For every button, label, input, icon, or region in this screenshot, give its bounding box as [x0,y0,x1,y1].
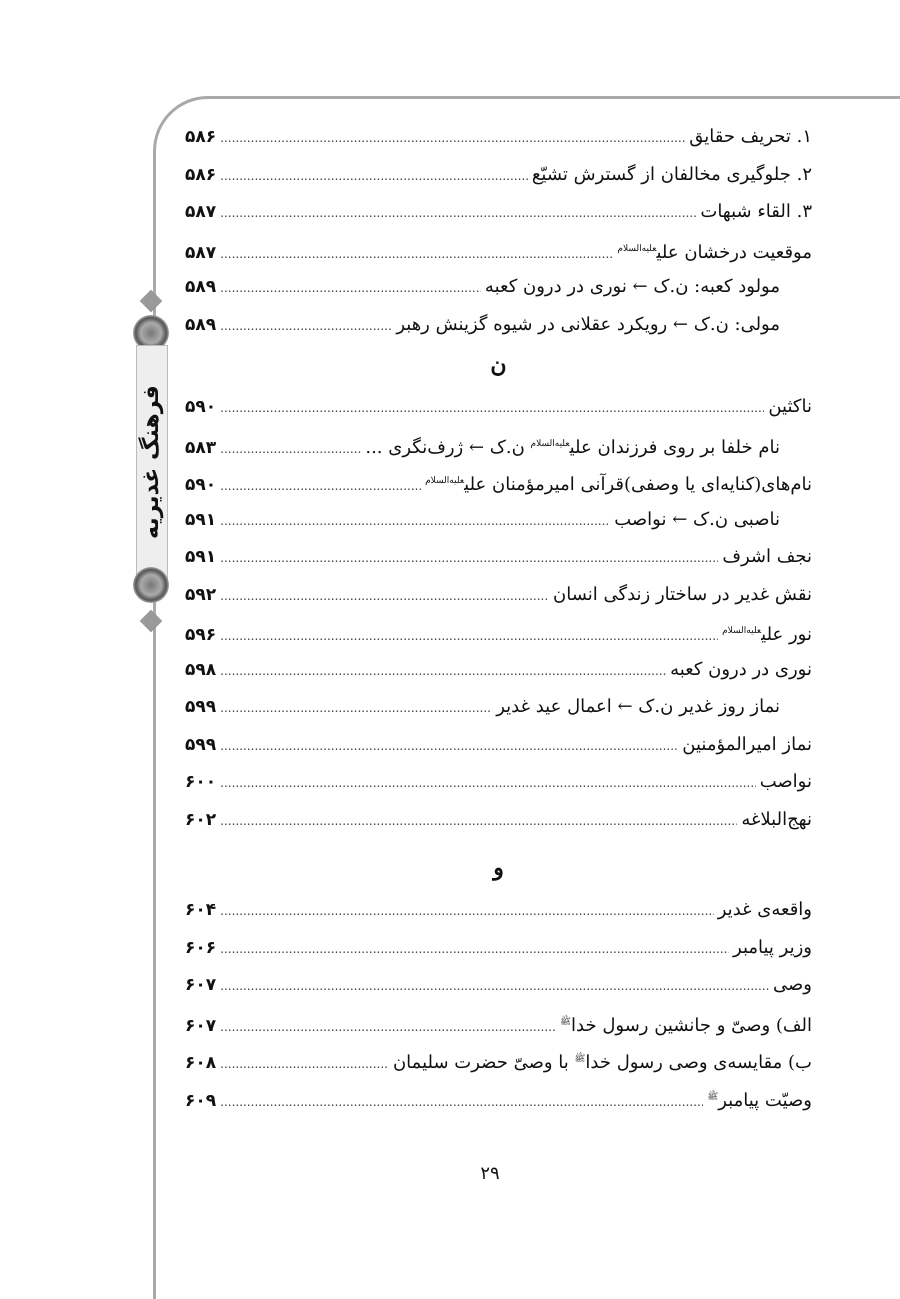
leader-dots [220,503,610,541]
entry-title [365,426,812,467]
entry-text: ۱. تحریف حقایق [689,126,812,147]
entry-title [760,763,812,801]
entry-page: ۵۸۷ [185,202,217,222]
entry-page: ۶۰۷ [185,1015,217,1036]
index-entry [185,538,812,576]
index-entry [185,306,812,344]
entry-page: ۵۸۳ [185,437,217,458]
leader-dots [220,1084,703,1122]
index-entry [185,726,812,764]
entry-page: ۶۰۲ [185,809,217,830]
leader-dots [220,540,718,578]
entry-page: ۵۸۹ [185,277,217,297]
entry-title [700,193,812,231]
entry-text: ناکثین [768,396,812,417]
leader-dots [220,158,528,196]
entry-page: ۵۹۱ [185,547,217,567]
entry-title [532,156,812,194]
entry-text: نوری در درون کعبه [670,658,812,680]
leader-dots [220,578,549,616]
index-entry [185,613,812,651]
entry-title [718,891,812,929]
leader-dots [220,803,737,841]
entry-page: ۶۰۴ [185,900,217,920]
entry-page: ۵۹۱ [185,509,217,530]
entry-text: نهج‌البلاغه [741,808,812,830]
entry-title [560,1004,812,1045]
entry-title [614,501,812,539]
entry-title [670,651,812,689]
entry-title [617,231,812,272]
leader-dots [220,653,666,691]
leader-dots [220,270,481,308]
leader-dots [220,195,696,233]
entry-title [741,801,812,839]
entry-title [689,118,812,156]
entry-page: ۶۰۹ [185,1090,217,1111]
entry-text: ۳. القاء شبهات [700,201,812,222]
entry-title [425,463,812,504]
entry-text: نام‌های(کنایه‌ای یا وصفی)قرآنی امیرمؤمنان علی [464,474,812,495]
entry-text: نام خلفا بر روی فرزندان علی [569,436,780,458]
entry-text: واقعه‌ی غدیر [717,899,812,920]
entry-title [496,688,812,726]
index-entry [185,801,812,839]
leader-dots [220,308,392,346]
entry-text: ۲. جلوگیری مخالفان از گسترش تشیّع [531,163,812,185]
entry-text-suffix: ن.ک ← ژرف‌نگری ... [365,436,531,458]
entry-title [707,1079,812,1120]
entry-page: ۵۹۶ [185,625,217,645]
index-entry [185,891,812,929]
section-heading: و [493,855,504,881]
index-entry [185,463,812,501]
honorific-icon: ﷺ [560,1016,572,1027]
page-number: ۲۹ [480,1163,500,1184]
entry-page: ۶۰۰ [185,772,217,792]
leader-dots [220,390,764,428]
leader-dots [220,931,729,969]
index-entry [185,426,812,464]
leader-dots [220,765,756,803]
entry-page: ۵۹۲ [185,584,217,605]
entry-page: ۵۸۹ [185,314,217,335]
index-entry [185,929,812,967]
honorific-icon: علیه‌السلام [425,476,465,486]
entry-text: نقش غدیر در ساختار زندگی انسان [553,583,812,605]
entry-text: نجف اشرف [722,546,812,567]
medallion-icon [133,567,169,603]
index-entry [185,688,812,726]
leader-dots [220,120,685,158]
index-entry [185,763,812,801]
entry-text: ناصبی ن.ک ← نواصب [614,508,780,530]
leader-dots [220,968,769,1006]
index-entry [185,501,812,539]
index-entry [185,268,812,306]
index-list [185,118,812,1116]
entry-text: نماز امیرالمؤمنین [682,733,812,755]
ornament-icon [140,290,163,313]
entry-page: ۵۹۸ [185,659,217,680]
honorific-icon: ﷺ [707,1091,719,1102]
index-entry [185,1041,812,1079]
entry-text: نور علی [761,624,812,645]
index-entry [185,1004,812,1042]
index-entry [185,388,812,426]
entry-text: وصی [773,974,812,995]
entry-text-suffix: با وصیّ حضرت سلیمان [392,1052,575,1073]
entry-page: ۵۹۰ [185,475,217,495]
entry-title [393,1041,812,1082]
entry-page: ۶۰۷ [185,975,217,995]
entry-title [553,576,812,614]
index-entry [185,118,812,156]
entry-text: نواصب [759,771,812,792]
entry-page: ۵۹۹ [185,734,217,755]
honorific-icon: علیه‌السلام [530,438,570,449]
entry-title [733,929,812,967]
leader-dots [220,893,714,931]
entry-title [396,306,812,344]
entry-text: ب) مقایسه‌ی وصی رسول خدا [585,1052,812,1073]
entry-text: موقعیت درخشان علی [656,241,812,263]
leader-dots [220,468,421,506]
entry-page: ۵۸۷ [185,242,217,263]
entry-page: ۵۸۶ [185,164,217,185]
entry-title [682,726,812,764]
entry-page: ۵۹۹ [185,697,217,717]
entry-page: ۵۹۰ [185,397,217,417]
entry-page: ۶۰۶ [185,937,217,958]
sidebar-ornament [127,285,177,640]
entry-text: الف) وصیّ و جانشین رسول خدا [571,1014,812,1036]
honorific-icon: ﷺ [574,1054,586,1064]
honorific-icon: علیه‌السلام [722,626,762,636]
leader-dots [220,431,361,469]
index-entry [185,156,812,194]
index-entry [185,1079,812,1117]
section-heading: ن [490,352,507,378]
index-entry [185,231,812,269]
entry-title [485,268,812,306]
ornament-icon [140,610,163,633]
index-entry [185,193,812,231]
leader-dots [220,728,678,766]
entry-title [773,966,812,1004]
honorific-icon: علیه‌السلام [617,243,657,254]
index-entry [185,651,812,689]
entry-title [768,388,812,426]
entry-text: مولود کعبه: ن.ک ← نوری در درون کعبه [484,276,780,297]
entry-page: ۶۰۸ [185,1053,217,1073]
index-entry [185,966,812,1004]
leader-dots [220,1046,389,1084]
entry-text: وصیّت پیامبر [718,1089,812,1111]
entry-title [722,613,812,654]
entry-title [722,538,812,576]
index-entry [185,576,812,614]
entry-page: ۵۸۶ [185,127,217,147]
leader-dots [220,618,718,656]
entry-text: وزیر پیامبر [733,936,812,958]
leader-dots [220,690,492,728]
book-logo: فرهنگ غدیریه [139,385,164,540]
entry-text: مولی: ن.ک ← رویکرد عقلانی در شیوه گزینش رهبر [396,313,780,335]
entry-text: نماز روز غدیر ن.ک ← اعمال عید غدیر [496,696,780,717]
